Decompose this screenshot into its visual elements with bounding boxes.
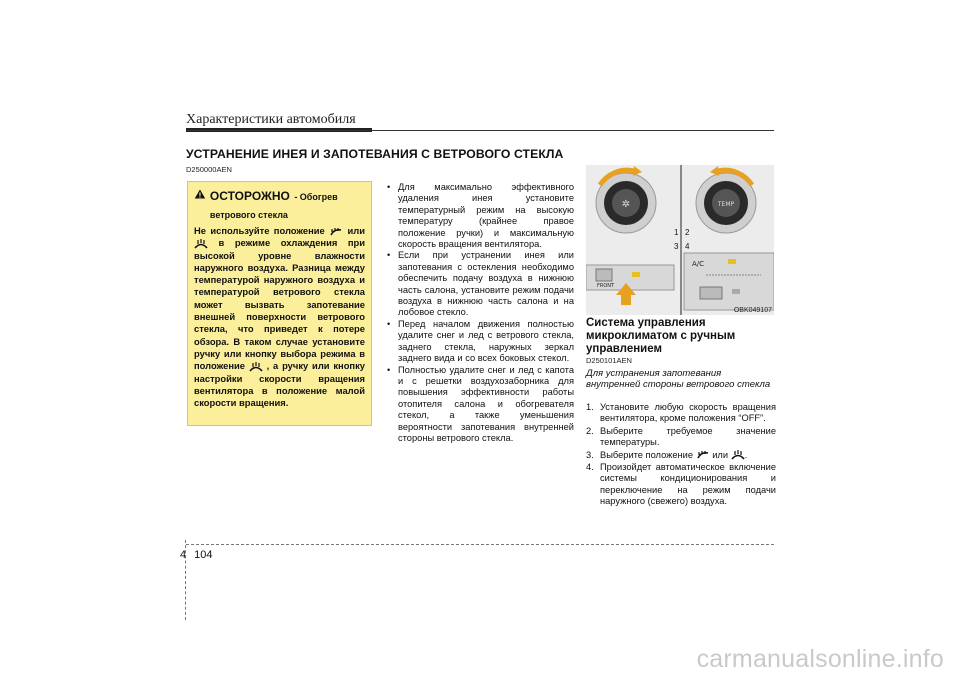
footer-rule xyxy=(186,544,774,545)
section-code: D250000AEN xyxy=(186,165,232,174)
caution-text-2: или xyxy=(347,225,365,236)
step-list xyxy=(586,402,776,509)
header-rule xyxy=(186,130,774,131)
list-item xyxy=(586,402,776,425)
caution-box xyxy=(187,181,372,426)
defrost-icon xyxy=(194,239,208,249)
list-item: • Полностью удалите снег и лед с капота и с решетки воздухозаборника для повышения эффективности работы отопителя салона и обогревателя стекол, а также уменьшения вероятности запотевания внутренней стороны ветрового стекла. xyxy=(384,365,574,445)
section-title: Характеристики автомобиля xyxy=(186,112,356,127)
step-number: 4. xyxy=(586,462,594,473)
page-number xyxy=(180,549,220,561)
manual-title: Система управления микроклиматом с ручным управлением xyxy=(586,317,736,355)
list-item: • Перед началом движения полностью удалите снег и лед с ветрового стекла, заднего стекла, наружных зеркал заднего вида и со всех боковых стекол. xyxy=(384,319,574,365)
caution-text-4: , а ручку или кнопку настройки скорости вращения вентилятора в положение малой скорости вращения. xyxy=(194,360,366,409)
bullet-list xyxy=(384,182,574,444)
step-text: Выберите требуемое значение температуры. xyxy=(600,425,776,448)
watermark: carmanualsonline.info xyxy=(696,645,944,673)
caution-subtitle: - Обогрев ветрового стекла xyxy=(209,192,338,220)
warning-icon xyxy=(194,187,206,201)
list-item: • Если при устранении инея или запотевания с остекления необходимо обеспечить подачу воздуха в нижнюю часть салона, установите режим подачи воздуха в нижнюю часть салона и на лобовое стекло. xyxy=(384,250,574,318)
main-title: УСТРАНЕНИЕ ИНЕЯ И ЗАПОТЕВАНИЯ С ВЕТРОВОГО СТЕКЛА xyxy=(186,147,564,161)
manual-code: D250101AEN xyxy=(586,356,632,365)
page-value: 104 xyxy=(194,549,213,561)
ac-label: A/C xyxy=(692,260,705,268)
list-item: • Для максимально эффективного удаления инея установите температурный режим на высокую температуру (крайнее правое положение ручки) и максимальную скорость вращения вентилятора. xyxy=(384,182,574,250)
step-number: 2. xyxy=(586,425,594,436)
list-item xyxy=(586,462,776,508)
list-item xyxy=(586,450,776,461)
caution-head xyxy=(194,187,365,223)
caution-text-3: в режиме охлаждения при высокой уровне влажности наружного воздуха. Разница между температурой наружного воздуха и температурой ветрового стекла может вызвать запотевание внешней поверхности ветрового стекла, что приведет к потере обзора. В таком случае установите ручку или кнопку выбора режима в положение xyxy=(194,237,365,372)
step-text: Установите любую скорость вращения вентилятора, кроме положения “OFF”. xyxy=(600,402,776,424)
figure-label-4: 4 xyxy=(685,242,690,251)
caution-text-1: Не используйте положение xyxy=(194,225,325,236)
step-number: 1. xyxy=(586,402,594,412)
caution-word: ОСТОРОЖНО xyxy=(209,189,290,203)
step-text-end: . xyxy=(744,449,748,460)
step-text: Произойдет автоматическое включение системы кондиционирования и переключение на режим подачи наружного (свежего) воздуха. xyxy=(600,462,776,507)
climate-control-figure xyxy=(586,165,774,315)
figure-label-2: 2 xyxy=(685,228,690,237)
list-item xyxy=(586,426,776,449)
manual-subhead: Для устранения запотевания внутренней стороны ветрового стекла xyxy=(586,368,771,391)
svg-text:✲: ✲ xyxy=(621,199,631,210)
caution-text xyxy=(194,225,365,409)
step-text-or: или xyxy=(712,449,729,460)
defrost-icon xyxy=(731,450,745,460)
chapter-number: 4 xyxy=(180,549,187,561)
climate-control-illustration xyxy=(586,165,774,315)
defrost-floor-icon xyxy=(329,227,343,237)
temp-label: TEMP xyxy=(717,201,735,208)
defrost-icon-2 xyxy=(249,362,263,372)
front-label: FRONT xyxy=(597,283,615,289)
figure-code: OBK049107 xyxy=(733,307,772,314)
figure-label-3: 3 xyxy=(674,242,679,251)
step-text: Выберите положение xyxy=(600,449,694,460)
figure-label-1: 1 xyxy=(674,228,679,237)
step-number: 3. xyxy=(586,449,594,460)
defrost-floor-icon xyxy=(696,450,710,460)
